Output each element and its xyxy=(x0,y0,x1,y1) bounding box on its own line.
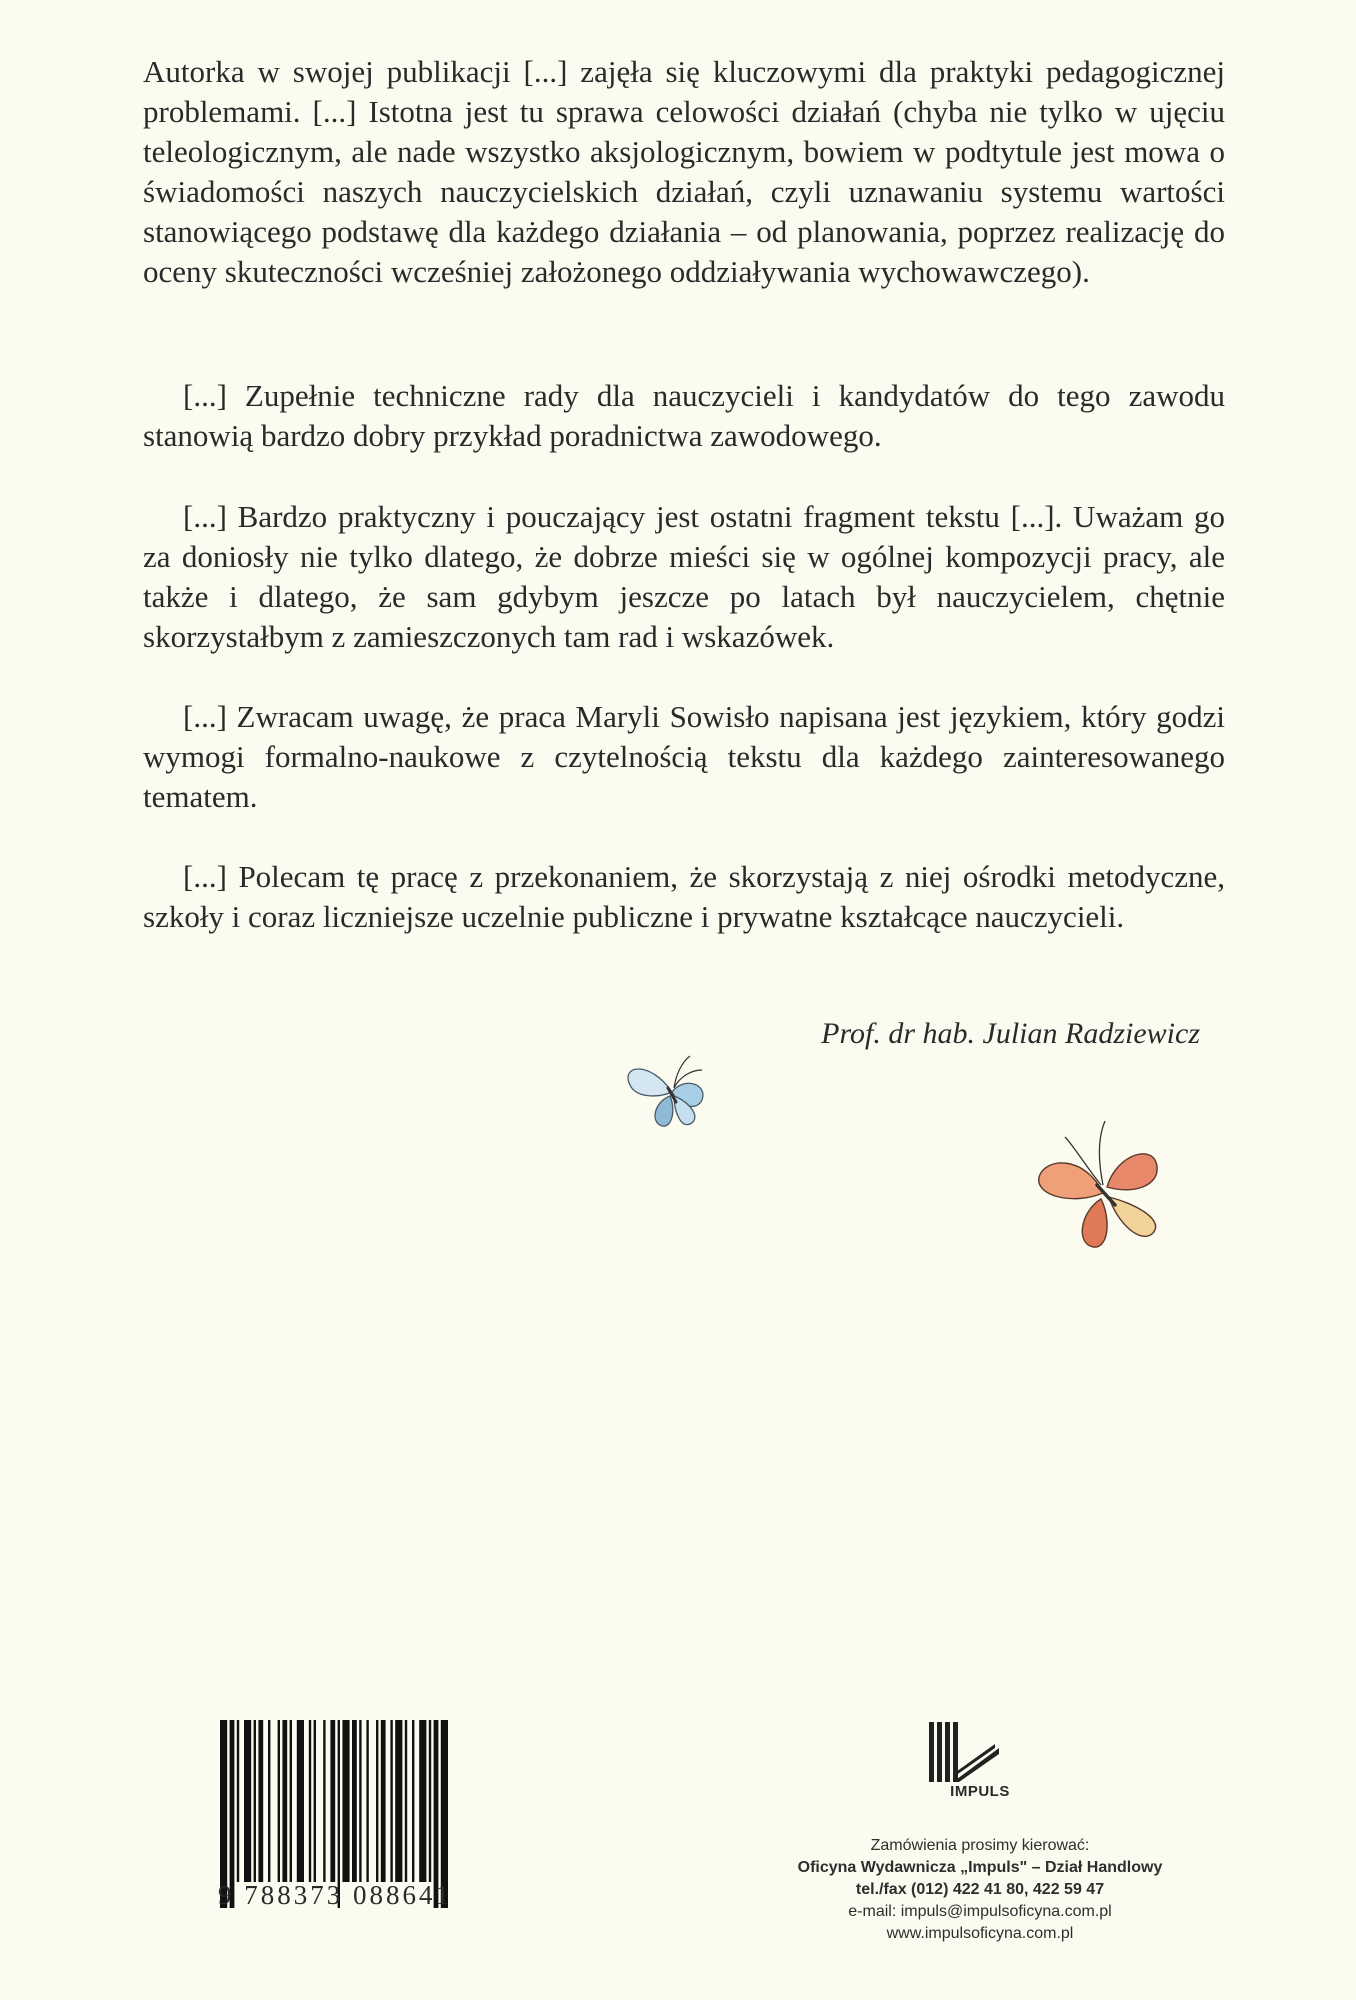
barcode-bar xyxy=(412,1720,414,1882)
review-paragraph-5: [...] Polecam tę pracę z przekonaniem, że skorzystają z niej ośrodki metodyczne, szkoły i coraz liczniejsze uczelnie publiczne i prywatne kształcące nauczycieli. xyxy=(143,859,1225,934)
barcode-bar xyxy=(268,1720,270,1882)
barcode-bar xyxy=(323,1720,325,1882)
barcode-bar xyxy=(258,1720,263,1882)
isbn-digits: 9 788373 088641 xyxy=(218,1880,452,1910)
publisher-email[interactable]: e-mail: impuls@impulsoficyna.com.pl xyxy=(848,1903,1112,1920)
orders-label: Zamówienia prosimy kierować: xyxy=(870,1837,1090,1854)
barcode-bar xyxy=(254,1720,256,1882)
barcode-bar xyxy=(352,1720,357,1882)
barcode-bar xyxy=(282,1720,287,1882)
barcode-bar xyxy=(359,1720,361,1882)
review-paragraph-3: [...] Bardzo praktyczny i pouczający jest ostatni fragment tekstu [...]. Uważam go za doniosły nie tylko dlatego, że dobrze mieści się w ogólnej kompozycji pracy, ale także i dlatego, że sam gdybym jeszcze po latach był nauczycielem, chętnie skorzystałbym z zamieszczonych tam rad i wskazówek. xyxy=(143,499,1225,654)
orange-butterfly-illustration xyxy=(1025,1115,1185,1265)
barcode-bar xyxy=(297,1720,304,1882)
barcode-bar xyxy=(419,1720,426,1882)
barcode-bar xyxy=(237,1720,239,1882)
barcode-bar xyxy=(290,1720,292,1882)
blue-butterfly-illustration xyxy=(610,1040,730,1150)
publisher-logo-text: IMPULS xyxy=(950,1783,1010,1800)
barcode-bar xyxy=(342,1720,349,1882)
review-paragraph-1: Autorka w swojej publikacji [...] zajęła się kluczowymi dla praktyki pedagogicznej problemami. [...] Istotna jest tu sprawa celowości działań (chyba nie tylko w ujęciu teleologicznym, ale nade wszystko aksjologicznym, bowiem w podtytule jest mowa o świadomości naszych nauczycielskich działań, czyli uznawaniu systemu wartości stanowiącego podstawę dla każdego działania – od planowania, poprzez realizację do oceny skuteczności wcześniej założonego oddziaływania wychowawczego). xyxy=(143,54,1225,289)
barcode-bar xyxy=(366,1720,368,1882)
barcode-bar xyxy=(429,1720,431,1882)
publisher-website[interactable]: www.impulsoficyna.com.pl xyxy=(886,1925,1074,1942)
barcode-bar xyxy=(390,1720,392,1882)
review-paragraph-4: [...] Zwracam uwagę, że praca Maryli Sowisło napisana jest językiem, który godzi wymogi formalno-naukowe z czytelnością tekstu dla każdego zainteresowanego tematem. xyxy=(143,699,1225,814)
publisher-phone: tel./fax (012) 422 41 80, 422 59 47 xyxy=(855,1881,1105,1898)
barcode-bar xyxy=(330,1720,335,1882)
barcode-bar xyxy=(244,1720,251,1882)
reviewer-signature: Prof. dr hab. Julian Radziewicz xyxy=(821,1017,1200,1050)
barcode-bar xyxy=(395,1720,402,1882)
barcode-bar xyxy=(309,1720,311,1882)
barcode-bar xyxy=(381,1720,386,1882)
publisher-name-line: Oficyna Wydawnicza „Impuls" – Dział Handlowy xyxy=(797,1859,1163,1876)
barcode-bar xyxy=(405,1720,407,1882)
barcode-bar xyxy=(278,1720,280,1882)
barcode-bar xyxy=(376,1720,378,1882)
publisher-contact-block xyxy=(740,1835,1220,1945)
barcode-bar xyxy=(314,1720,316,1882)
review-paragraph-2: [...] Zupełnie techniczne rady dla nauczycieli i kandydatów do tego zawodu stanowią bardzo dobry przykład poradnictwa zawodowego. xyxy=(143,378,1225,453)
